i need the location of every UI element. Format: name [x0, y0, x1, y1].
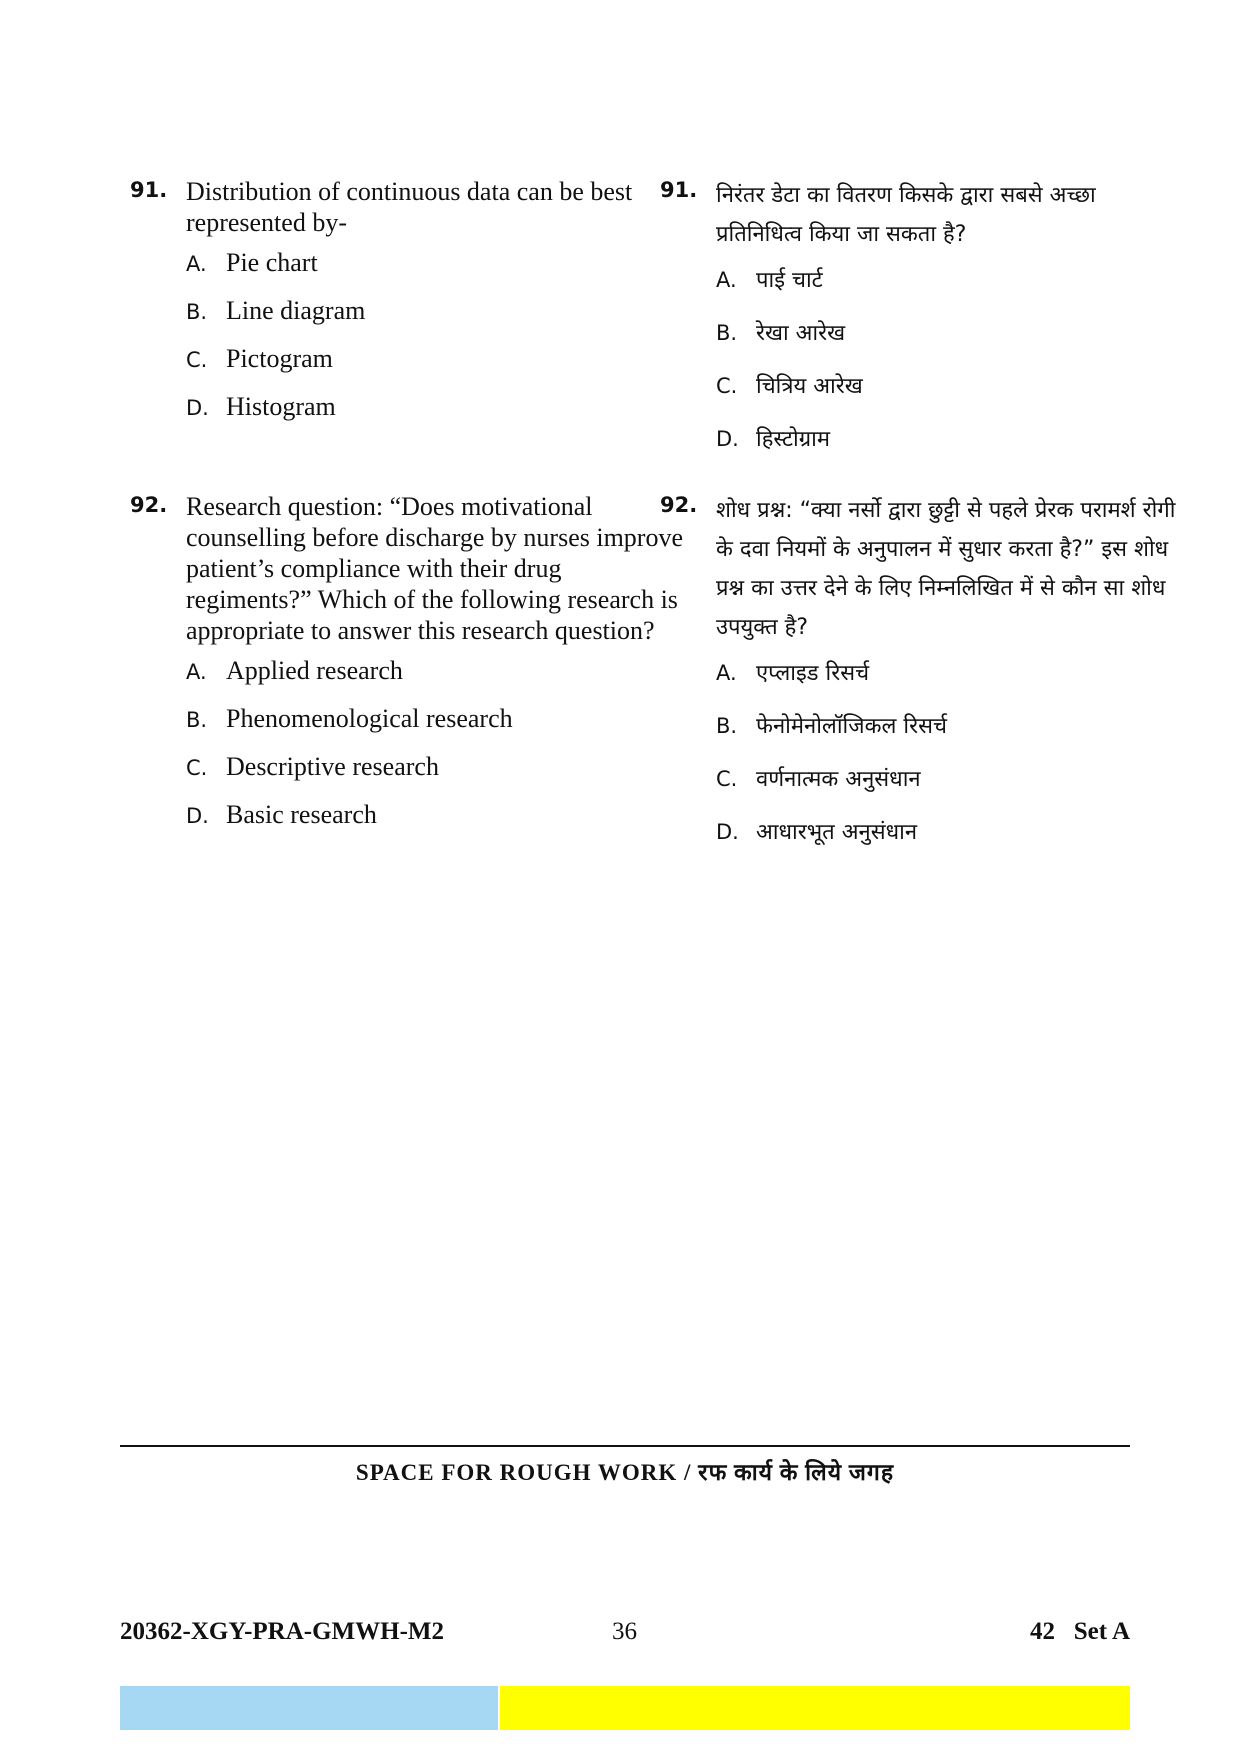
options-list — [716, 264, 1186, 476]
options-list — [186, 656, 686, 848]
option-letter: D. — [186, 396, 209, 420]
option-text: चित्रिय आरेख — [756, 374, 863, 399]
page-number: 36 — [612, 1618, 637, 1645]
option-a — [186, 656, 686, 704]
option-letter: D. — [716, 427, 739, 451]
option-text: रेखा आरेख — [756, 321, 846, 346]
option-b — [716, 317, 1186, 370]
option-letter: D. — [716, 820, 739, 844]
option-text: हिस्टोग्राम — [756, 427, 830, 452]
option-letter: D. — [186, 804, 209, 828]
option-text: Line diagram — [226, 296, 366, 325]
question-91-english — [130, 176, 686, 440]
question-number: 91. — [660, 178, 698, 202]
option-text: एप्लाइड रिसर्च — [756, 661, 870, 686]
options-list — [716, 657, 1186, 869]
options-list — [186, 248, 686, 440]
option-letter: C. — [716, 374, 738, 398]
question-text: Distribution of continuous data can be best represented by- — [186, 177, 633, 237]
option-a — [716, 264, 1186, 317]
option-text: Pictogram — [226, 344, 333, 373]
color-bar-blue — [120, 1686, 498, 1730]
option-c — [186, 344, 686, 392]
question-number: 92. — [660, 493, 698, 517]
question-92-english — [130, 491, 686, 848]
option-letter: B. — [186, 300, 208, 324]
option-a — [716, 657, 1186, 710]
option-letter: B. — [716, 321, 738, 345]
option-d — [716, 423, 1186, 476]
option-letter: A. — [716, 661, 737, 685]
color-bar-yellow — [500, 1686, 1130, 1730]
question-text: निरंतर डेटा का वितरण किसके द्वारा सबसे अच्छा प्रतिनिधित्व किया जा सकता है? — [716, 183, 1096, 247]
question-91-hindi — [660, 176, 1186, 476]
rough-work-label: SPACE FOR ROUGH WORK / रफ कार्य के लिये जगह — [355, 1460, 895, 1485]
option-letter: B. — [186, 708, 208, 732]
option-b — [716, 710, 1186, 763]
option-d — [716, 816, 1186, 869]
option-text: वर्णनात्मक अनुसंधान — [756, 767, 921, 792]
set-label: 42 Set A — [1030, 1618, 1130, 1645]
option-letter: A. — [186, 660, 207, 684]
question-92-hindi — [660, 491, 1186, 869]
option-text: Histogram — [226, 392, 336, 421]
option-text: फेनोमेनोलॉजिकल रिसर्च — [756, 714, 947, 739]
option-c — [716, 763, 1186, 816]
option-a — [186, 248, 686, 296]
option-c — [716, 370, 1186, 423]
option-text: Descriptive research — [226, 752, 439, 781]
option-text: आधारभूत अनुसंधान — [756, 820, 918, 845]
question-text: शोध प्रश्न: “क्या नर्सो द्वारा छुट्टी से पहले प्रेरक परामर्श रोगी के दवा नियमों के अनुपालन में सुधार करता है?” इस शोध प्रश्न का उत्तर देने के लिए निम्नलिखित में से कौन सा शोध उपयुक्त है? — [716, 498, 1176, 640]
question-number: 91. — [130, 178, 168, 202]
option-text: Applied research — [226, 656, 403, 685]
option-c — [186, 752, 686, 800]
option-letter: A. — [716, 268, 737, 292]
question-text: Research question: “Does motivational counselling before discharge by nurses improve patient’s compliance with their drug regiments?” Which of the following research is appropriate to answer this research question? — [186, 492, 683, 645]
option-b — [186, 296, 686, 344]
option-text: Basic research — [226, 800, 377, 829]
paper-code: 20362-XGY-PRA-GMWH-M2 — [120, 1618, 445, 1645]
option-letter: C. — [716, 767, 738, 791]
option-letter: B. — [716, 714, 738, 738]
rough-work-divider — [120, 1445, 1130, 1447]
option-text: Phenomenological research — [226, 704, 513, 733]
option-b — [186, 704, 686, 752]
option-letter: C. — [186, 756, 208, 780]
question-number: 92. — [130, 493, 168, 517]
option-letter: C. — [186, 348, 208, 372]
option-letter: A. — [186, 252, 207, 276]
option-text: पाई चार्ट — [756, 268, 823, 293]
option-d — [186, 392, 686, 440]
option-text: Pie chart — [226, 248, 318, 277]
option-d — [186, 800, 686, 848]
